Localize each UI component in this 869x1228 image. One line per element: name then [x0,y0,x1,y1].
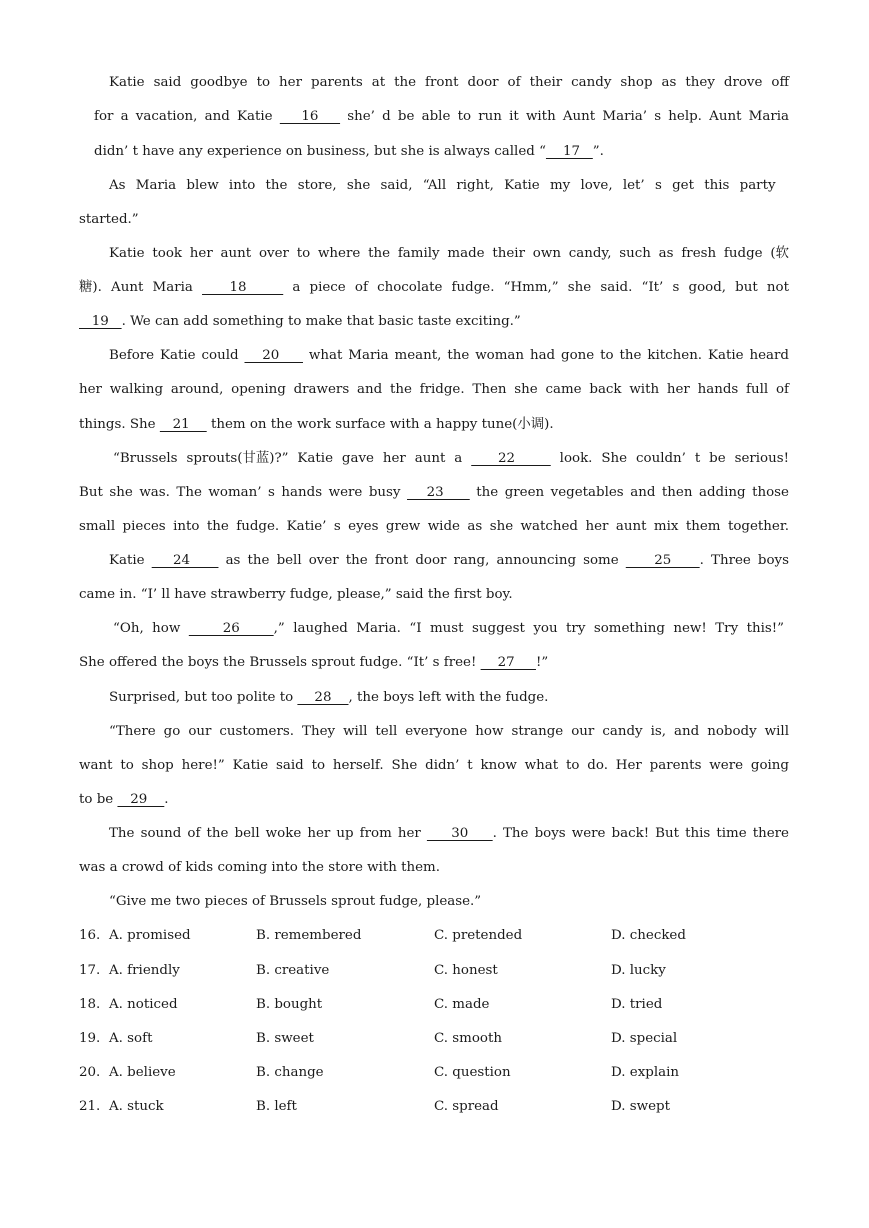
passage-text: “Oh, how [113,621,189,636]
passage-text: want to shop here!” Katie said to herself. She didn’ t know what to do. Her parents were going [79,758,789,773]
option-c: C. honest [434,963,498,978]
passage-text: “Brussels sprouts(甘蓝)?” Katie gave her aunt a [113,451,472,466]
option-b: B. remembered [256,928,362,943]
passage-text: . The boys were back! But this time there [492,826,789,841]
passage-line [109,176,776,196]
passage-line [109,346,789,366]
passage-line [79,790,169,810]
option-a: A. soft [109,1031,153,1046]
passage-line [109,551,789,571]
option-b: B. bought [256,997,323,1012]
passage-text: Katie [109,553,152,568]
passage-text: she’ d be able to run it with Aunt Maria’ s help. Aunt Maria [340,109,790,124]
passage-line [79,380,789,400]
passage-text: , the boys left with the fudge. [348,690,549,705]
passage-text: “There go our customers. They will tell everyone how strange our candy is, and nobody will [109,724,789,739]
passage-line [79,585,513,605]
passage-line [109,722,789,742]
blank-23: 23 [407,485,470,500]
passage-text: what Maria meant, the woman had gone to the kitchen. Katie heard [302,348,789,363]
passage-text: “Give me two pieces of Brussels sprout fudge, please.” [109,894,482,909]
option-c: C. pretended [434,928,523,943]
passage-line [109,892,481,912]
passage-text: She offered the boys the Brussels sprout fudge. “It’ s free! [79,655,481,670]
passage-text: 糖). Aunt Maria [79,280,203,295]
passage-text: was a crowd of kids coming into the store with them. [79,860,441,875]
passage-line [79,483,789,503]
passage-line [109,73,789,93]
passage-line [94,107,789,127]
option-c: C. question [434,1065,511,1080]
passage-line [79,312,521,332]
blank-30: 30 [426,826,493,841]
option-d: D. checked [611,928,686,943]
option-d: D. lucky [611,963,666,978]
question-number: 16. [79,928,101,943]
passage-line [94,142,604,162]
question-number: 18. [79,997,101,1012]
blank-17: 17 [545,144,593,159]
blank-18: 18 [202,280,284,295]
passage-text: . Three boys [699,553,789,568]
passage-text: a piece of chocolate fudge. “Hmm,” she said. “It’ s good, but not [283,280,789,295]
option-b: B. creative [256,963,330,978]
passage-text: Before Katie could [109,348,245,363]
passage-text: came in. “I’ ll have strawberry fudge, please,” said the first boy. [79,587,513,602]
option-a: A. promised [109,928,191,943]
blank-28: 28 [297,690,349,705]
option-d: D. explain [611,1065,679,1080]
passage-line [79,858,440,878]
blank-16: 16 [279,109,341,124]
option-c: C. made [434,997,490,1012]
passage-text: small pieces into the fudge. Katie’ s eyes grew wide as she watched her aunt mix them together. [79,519,789,534]
option-d: D. special [611,1031,678,1046]
option-d: D. tried [611,997,663,1012]
passage-text: to be [79,792,118,807]
option-b: B. left [256,1099,297,1114]
passage-text: Katie took her aunt over to where the family made their own candy, such as fresh fudge (软 [109,246,789,261]
passage-text: look. She couldn’ t be serious! [550,451,789,466]
passage-text: things. She [79,417,160,432]
blank-24: 24 [151,553,219,568]
option-b: B. sweet [256,1031,314,1046]
passage-text: as the bell over the front door rang, announcing some [218,553,626,568]
passage-line [79,415,554,435]
passage-text: ,” laughed Maria. “I must suggest you try something new! Try this!” [273,621,785,636]
passage-text: But she was. The woman’ s hands were busy [79,485,408,500]
passage-text: started.” [79,212,139,227]
option-a: A. noticed [109,997,178,1012]
passage-text: !” [535,655,549,670]
blank-27: 27 [480,655,536,670]
option-c: C. smooth [434,1031,502,1046]
blank-21: 21 [159,417,207,432]
passage-line [113,449,789,469]
passage-text: ”. [592,144,604,159]
question-number: 21. [79,1099,101,1114]
blank-25: 25 [625,553,700,568]
blank-26: 26 [188,621,274,636]
option-b: B. change [256,1065,324,1080]
passage-line [79,653,548,673]
passage-text: the green vegetables and then adding those [469,485,789,500]
passage-text: . We can add something to make that basic taste exciting.” [121,314,521,329]
option-c: C. spread [434,1099,499,1114]
option-d: D. swept [611,1099,670,1114]
option-a: A. stuck [109,1099,164,1114]
passage-line [109,824,789,844]
question-number: 17. [79,963,101,978]
passage-line [109,244,789,264]
passage-text: didn’ t have any experience on business, but she is always called “ [94,144,546,159]
passage-text: for a vacation, and Katie [94,109,280,124]
passage-text: . [164,792,169,807]
blank-22: 22 [471,451,551,466]
passage-text: her walking around, opening drawers and the fridge. Then she came back with her hands full of [79,382,789,397]
passage-text: The sound of the bell woke her up from her [109,826,427,841]
passage-line [79,210,139,230]
blank-29: 29 [117,792,165,807]
passage-line [109,688,548,708]
passage-text: Surprised, but too polite to [109,690,298,705]
passage-line [79,278,789,298]
passage-text: them on the work surface with a happy tune(小调). [206,417,554,432]
passage-text: Katie said goodbye to her parents at the front door of their candy shop as they drove off [109,75,789,90]
blank-19: 19 [79,314,122,329]
passage-text: As Maria blew into the store, she said, “All right, Katie my love, let’ s get this party [109,178,776,193]
passage-line [79,756,789,776]
question-number: 19. [79,1031,101,1046]
blank-20: 20 [244,348,303,363]
passage-line [113,619,784,639]
option-a: A. friendly [109,963,180,978]
passage-line [79,517,789,537]
option-a: A. believe [109,1065,176,1080]
question-number: 20. [79,1065,101,1080]
